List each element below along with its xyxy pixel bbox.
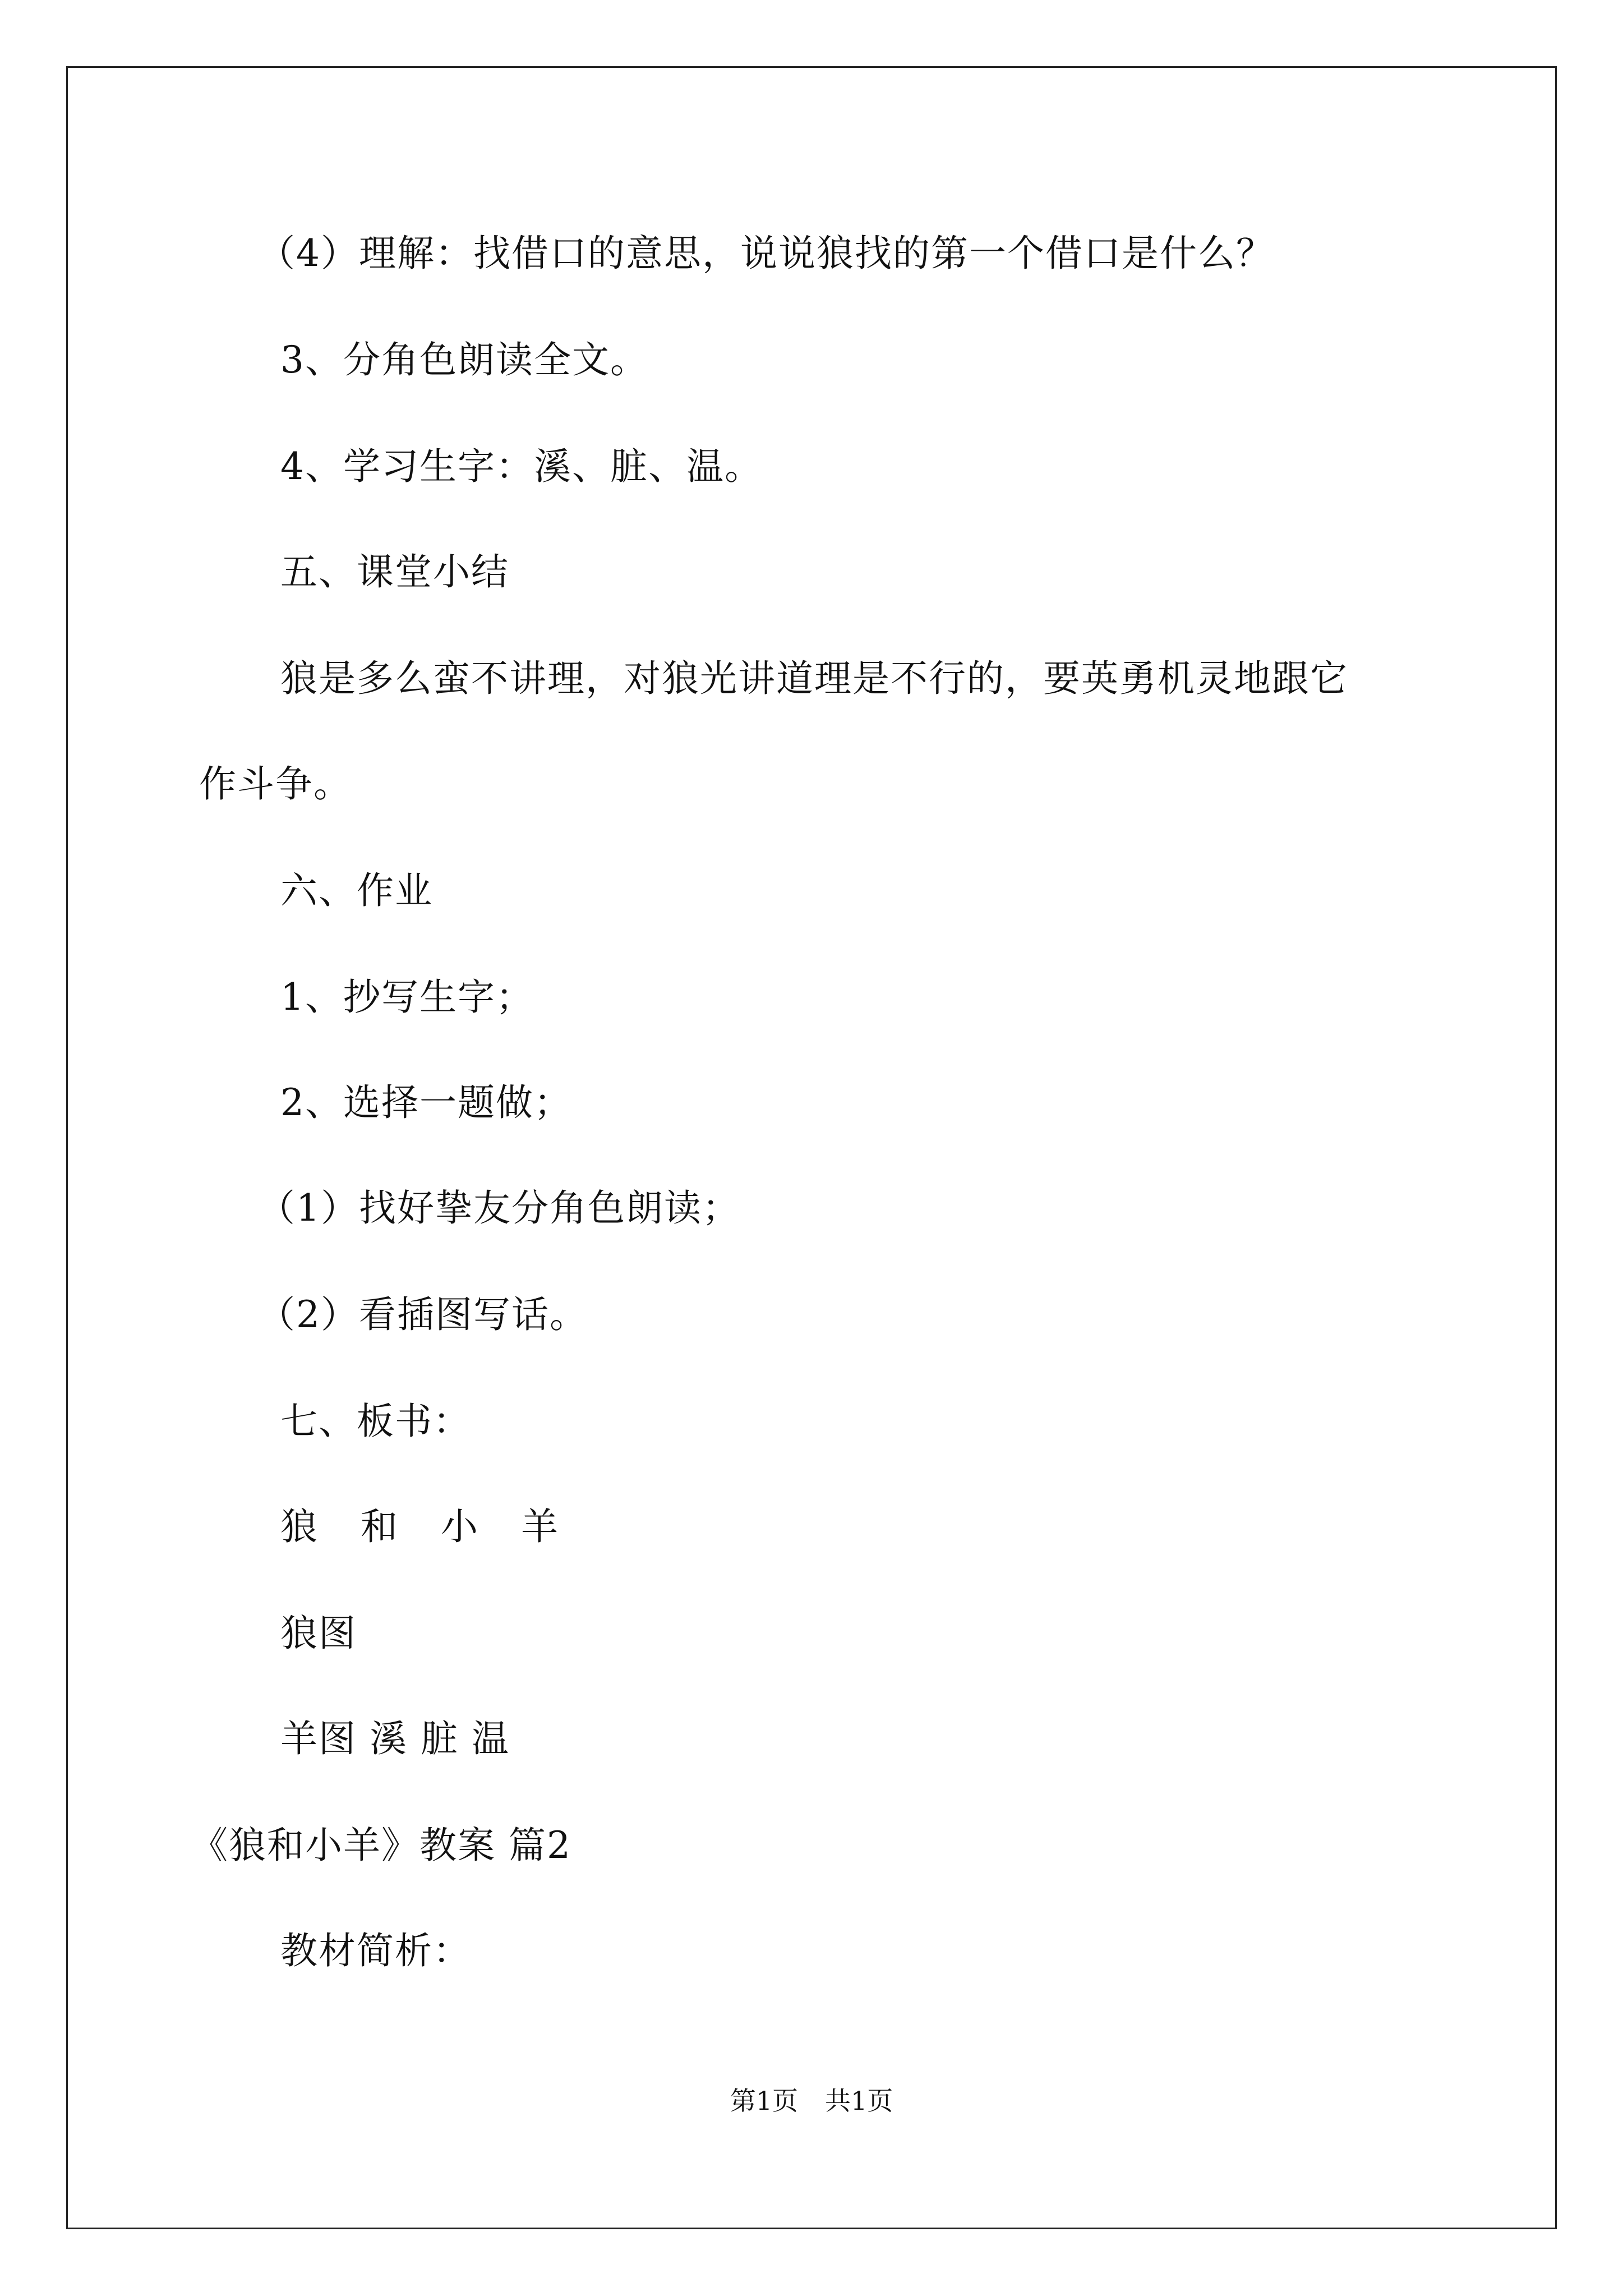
body-line-homework-1: 1、抄写生字； bbox=[280, 976, 534, 1019]
section-heading-board: 七、板书： bbox=[280, 1400, 471, 1443]
body-line-option-2: （2）看插图写话。 bbox=[258, 1293, 588, 1336]
body-line-option-1: （1）找好挚友分角色朗读； bbox=[258, 1186, 740, 1230]
section-heading-summary: 五、课堂小结 bbox=[280, 550, 509, 593]
body-line-summary-continued: 作斗争。 bbox=[199, 762, 352, 806]
lesson-plan-title: 《狼和小羊》教案 篇2 bbox=[191, 1824, 571, 1867]
body-line-summary: 狼是多么蛮不讲理，对狼光讲道理是不行的，要英勇机灵地跟它 bbox=[280, 657, 1348, 700]
body-line-question-4: （4）理解：找借口的意思，说说狼找的第一个借口是什么？ bbox=[258, 232, 1274, 275]
page-border bbox=[66, 66, 1557, 2229]
section-heading-materials: 教材简析： bbox=[280, 1929, 471, 1972]
body-line-homework-2: 2、选择一题做； bbox=[280, 1081, 572, 1124]
page-footer bbox=[0, 2084, 1623, 2118]
board-wolf-image-label: 狼图 bbox=[280, 1612, 357, 1655]
board-title: 狼 和 小 羊 bbox=[280, 1505, 574, 1548]
page-total: 共1页 bbox=[825, 2086, 893, 2116]
page-number: 第1页 bbox=[730, 2086, 798, 2116]
body-line-step-3: 3、分角色朗读全文。 bbox=[280, 338, 648, 381]
board-sheep-image-label: 羊图 溪 脏 温 bbox=[280, 1717, 510, 1760]
section-heading-homework: 六、作业 bbox=[280, 869, 433, 912]
body-line-step-4: 4、学习生字：溪、脏、温。 bbox=[280, 445, 763, 488]
